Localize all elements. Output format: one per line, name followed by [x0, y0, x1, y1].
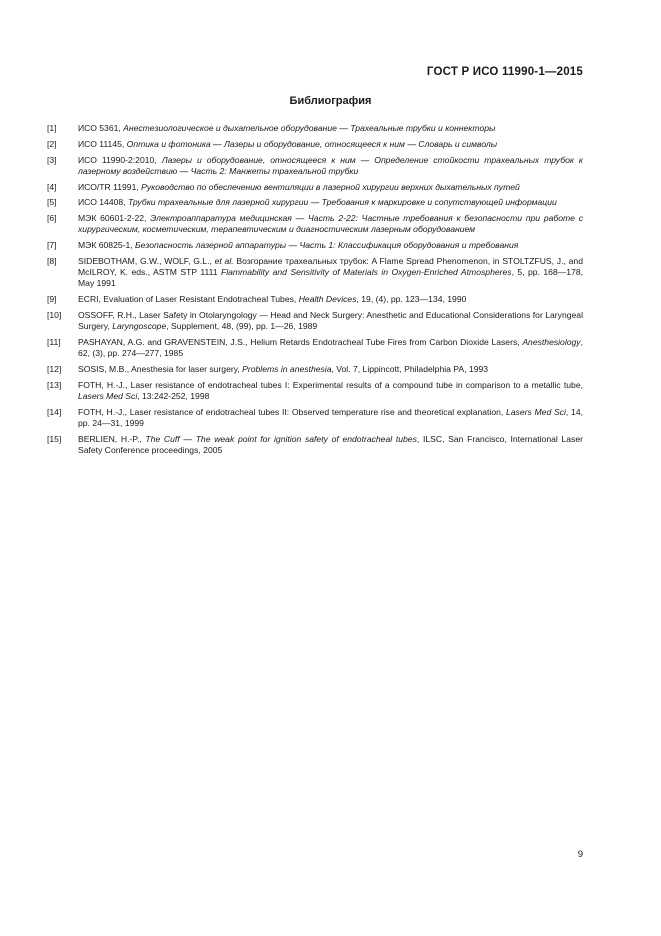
reference-part: Возгорание трахеальных трубок: A Flame Spread Phenomenon, in STOLTZFUS, J., and McILROY, K. eds., ASTM STP 1111 [78, 255, 583, 278]
reference-number: [1] [47, 123, 57, 133]
reference-number: [4] [47, 181, 57, 192]
reference-entry [47, 256, 583, 290]
reference-text [78, 213, 583, 235]
reference-entry [47, 240, 583, 251]
reference-italic-part: Руководство по обеспечению вентиляции в лазерной хирургии верхних дыхательных путей [141, 181, 520, 192]
reference-italic-part: Оптика и фотоника — Лазеры и оборудование, относящееся к ним — Словарь и символы [126, 138, 498, 149]
page-number: 9 [577, 849, 583, 860]
reference-entry [47, 407, 583, 429]
reference-text [78, 294, 583, 305]
reference-entry [47, 182, 583, 193]
reference-number: [5] [47, 197, 57, 208]
reference-part: ИСО 14408, [78, 197, 128, 208]
reference-entry [47, 337, 583, 359]
reference-part: , 19, (4), pp. 123—134, 1990 [356, 294, 467, 305]
reference-part: ИСО 11990-2:2010, [78, 154, 162, 165]
reference-part: FOTH, H.-J., Laser resistance of endotracheal tubes I: Experimental results of a compound tube in comparison to a metallic tube, [78, 379, 583, 390]
reference-part: , ILSC, San Francisco, International Laser Safety Conference proceedings, 2005 [78, 433, 583, 455]
reference-part: МЭК 60601-2-22, [78, 213, 151, 224]
reference-number: [15] [47, 433, 62, 444]
reference-number: [10] [47, 309, 62, 320]
reference-text [78, 434, 583, 456]
reference-number: [11] [47, 336, 61, 347]
reference-entry [47, 155, 583, 177]
reference-entry [47, 364, 583, 375]
reference-entry [47, 213, 583, 235]
reference-number: [9] [47, 294, 57, 305]
reference-text [78, 337, 583, 359]
reference-text [78, 197, 583, 208]
reference-italic-part: Lasers Med Sci [78, 390, 138, 401]
reference-italic-part: Анестезиологическое и дыхательное оборудование — Трахеальные трубки и коннекторы [123, 123, 496, 133]
reference-text [78, 182, 583, 193]
reference-part: МЭК 60825-1, [78, 240, 136, 251]
reference-number: [8] [47, 255, 57, 266]
reference-entry [47, 197, 583, 208]
reference-italic-part: The Cuff — The weak point for ignition safety of endotracheal tubes [145, 433, 417, 444]
reference-part: SIDEBOTHAM, G.W., WOLF, G.L., [78, 255, 215, 266]
reference-entry [47, 123, 583, 134]
reference-entry [47, 294, 583, 305]
reference-italic-part: Flammability and Sensitivity of Materials in Oxygen-Enriched Atmospheres [220, 267, 512, 278]
reference-text [78, 139, 583, 150]
reference-italic-part: Lasers Med Sci [506, 406, 566, 417]
reference-part: , Vol. 7, Lippincott, Philadelphia PA, 1993 [331, 363, 489, 374]
reference-part: BERLIEN, H.-P., [78, 433, 146, 444]
reference-italic-part: Безопасность лазерной аппаратуры — Часть 1: Классификация оборудования и требования [135, 240, 519, 251]
reference-entry [47, 310, 583, 332]
reference-part: SOSIS, M.B., Anesthesia for laser surgery, [78, 363, 243, 374]
reference-italic-part: Health Devices [298, 294, 357, 305]
reference-text [78, 240, 583, 251]
reference-text [78, 256, 583, 290]
reference-entry [47, 380, 583, 402]
reference-number: [13] [47, 379, 62, 390]
reference-part: , 14, pp. 24—31, 1999 [78, 406, 583, 428]
reference-italic-part: Трубки трахеальные для лазерной хирургии — Требования к маркировке и сопутствующей информации [127, 197, 557, 208]
section-title: Библиография [289, 95, 372, 107]
reference-part: , 62, (3), pp. 274—277, 1985 [78, 336, 583, 359]
reference-number: [12] [47, 363, 62, 374]
reference-part: , 13:242-252, 1998 [137, 390, 210, 401]
reference-part: ИСО/TR 11991, [78, 181, 142, 192]
reference-part: , Supplement, 48, (99), pp. 1—26, 1989 [166, 321, 318, 332]
reference-part: ИСО 11145, [78, 138, 127, 149]
reference-part: PASHAYAN, A.G. and GRAVENSTEIN, J.S., Helium Retards Endotracheal Tube Fires from Carbon Dioxide Lasers, [78, 336, 523, 347]
reference-number: [7] [47, 240, 57, 251]
reference-number: [14] [47, 406, 62, 417]
reference-part: FOTH, H.-J., Laser resistance of endotracheal tubes II: Observed temperature rise and theoretical explanation, [78, 406, 506, 417]
reference-italic-part: Problems in anesthesia [242, 363, 332, 374]
reference-entry [47, 434, 583, 456]
reference-text [78, 407, 583, 429]
reference-text [78, 380, 583, 402]
reference-number: [3] [47, 154, 57, 165]
reference-italic-part: Laryngoscope [112, 321, 167, 332]
reference-text [78, 155, 583, 177]
reference-number: [2] [47, 138, 57, 149]
reference-part: ECRI, Evaluation of Laser Resistant Endotracheal Tubes, [78, 294, 299, 305]
reference-italic-part: Anesthesiology [522, 336, 581, 347]
reference-italic-part: Лазеры и оборудование, относящееся к ним — Определение стойкости трахеальных трубок к лазерному воздействию — Часть 2: Манжеты трахеальной трубки [78, 154, 583, 176]
bibliography-list [47, 123, 583, 461]
reference-text [78, 364, 583, 375]
reference-entry [47, 139, 583, 150]
reference-text [78, 123, 583, 134]
standard-designation: ГОСТ Р ИСО 11990-1—2015 [426, 66, 583, 78]
reference-number: [6] [47, 213, 57, 224]
reference-italic-part: et al. [214, 255, 234, 266]
reference-text [78, 310, 583, 332]
reference-italic-part: Электроаппаратура медицинская — Часть 2-22: Частные требования к безопасности при работе с хирургическим, косметическим, терапевтическим и диагностическим лазерным оборудованием [78, 213, 583, 235]
reference-part: ИСО 5361, [78, 123, 124, 133]
reference-part: , 5, pp. 168—178, May 1991 [78, 267, 583, 289]
reference-part: OSSOFF, R.H., Laser Safety in Otolaryngology — Head and Neck Surgery: Anesthetic and Educational Considerations for Laryngeal Surgery, [78, 309, 583, 332]
